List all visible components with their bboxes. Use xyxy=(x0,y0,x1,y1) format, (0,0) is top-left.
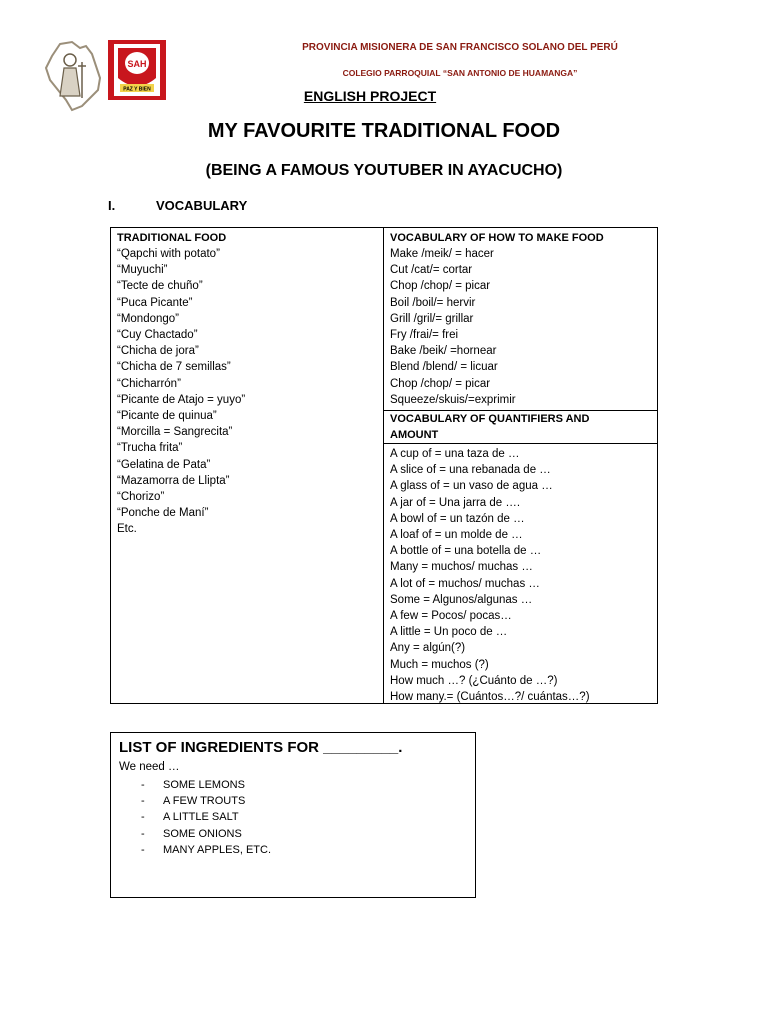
quantifier-item: A jar of = Una jarra de …. xyxy=(390,496,521,509)
howto-item: Make /meik/ = hacer xyxy=(390,248,494,260)
ingredient-text: MANY APPLES, ETC. xyxy=(163,843,272,856)
ingredient-item xyxy=(119,842,467,858)
ingredient-item xyxy=(119,777,467,793)
howto-item: Bake /beik/ =hornear xyxy=(390,345,497,358)
ingredient-text: A LITTLE SALT xyxy=(163,811,239,824)
project-heading: ENGLISH PROJECT xyxy=(303,88,437,104)
food-item: “Muyuchi” xyxy=(117,264,168,277)
ingredient-item xyxy=(119,809,467,825)
quantifier-item: Any = algún(?) xyxy=(390,642,466,655)
food-item: Etc. xyxy=(117,523,137,536)
quantifiers-header xyxy=(384,411,657,444)
howto-item: Blend /blend/ = licuar xyxy=(390,361,498,374)
logo-monogram: SAH xyxy=(127,59,147,69)
food-item: “Picante de quinua” xyxy=(117,410,217,423)
howto-item: Fry /frai/= frei xyxy=(390,329,459,342)
vocabulary-column xyxy=(384,228,657,703)
howto-list xyxy=(390,246,651,408)
ingredients-intro: We need … xyxy=(119,761,180,773)
ingredient-text: SOME LEMONS xyxy=(163,779,245,791)
ingredient-text: A FEW TROUTS xyxy=(163,795,246,808)
ingredients-box xyxy=(110,732,476,898)
quantifiers-list xyxy=(390,446,651,705)
list-dash: - xyxy=(141,843,145,856)
list-dash: - xyxy=(141,827,145,840)
quantifier-item: A cup of = una taza de … xyxy=(390,448,520,461)
howto-item: Grill /gril/= grillar xyxy=(390,312,474,325)
page-subtitle: (BEING A FAMOUS YOUTUBER IN AYACUCHO) xyxy=(205,162,563,179)
food-item: “Mazamorra de Llipta” xyxy=(117,474,230,487)
province-heading: PROVINCIA MISIONERA DE SAN FRANCISCO SOLANO DEL PERÚ xyxy=(302,42,618,53)
food-item: “Cuy Chactado” xyxy=(117,329,198,342)
quantifier-item: A loaf of = un molde de … xyxy=(390,529,523,542)
howto-item: Squeeze/skuis/=exprimir xyxy=(390,393,516,406)
howto-header: VOCABULARY OF HOW TO MAKE FOOD xyxy=(390,232,604,244)
food-item: “Tecte de chuño” xyxy=(117,280,203,293)
logo-motto: PAZ Y BIEN xyxy=(123,86,151,93)
list-dash: - xyxy=(141,779,145,791)
list-dash: - xyxy=(141,795,145,808)
ingredients-title: LIST OF INGREDIENTS FOR _________. xyxy=(119,739,403,756)
food-item: “Trucha frita” xyxy=(117,442,183,455)
quantifier-item: A slice of = una rebanada de … xyxy=(390,464,551,477)
food-item: “Mondongo” xyxy=(117,312,180,325)
ingredients-list xyxy=(119,777,467,858)
peru-map-saint-logo xyxy=(42,40,104,112)
food-list xyxy=(117,246,377,538)
quantifier-item: How many.= (Cuántos…?/ cuántas…?) xyxy=(390,691,590,704)
howto-item: Cut /cat/= cortar xyxy=(390,264,473,277)
food-item: “Gelatina de Pata” xyxy=(117,458,211,471)
howto-item: Chop /chop/ = picar xyxy=(390,377,491,390)
school-heading: COLEGIO PARROQUIAL “SAN ANTONIO DE HUAMANGA” xyxy=(342,68,578,78)
section-title: VOCABULARY xyxy=(156,198,248,213)
howto-item: Boil /boil/= hervir xyxy=(390,296,476,309)
ingredient-item xyxy=(119,793,467,809)
quantifier-item: How much …? (¿Cuánto de …?) xyxy=(390,674,558,687)
quantifier-item: Many = muchos/ muchas … xyxy=(390,561,533,574)
quantifier-item: Some = Algunos/algunas … xyxy=(390,593,533,606)
quantifiers-section xyxy=(384,444,657,707)
food-item: “Ponche de Maní” xyxy=(117,507,209,520)
food-item: “Morcilla = Sangrecita” xyxy=(117,426,233,439)
howto-item: Chop /chop/ = picar xyxy=(390,280,491,293)
food-item: “Qapchi with potato” xyxy=(117,248,220,260)
vocabulary-table xyxy=(110,227,658,704)
page-title: MY FAVOURITE TRADITIONAL FOOD xyxy=(207,120,561,142)
section-number: I. xyxy=(108,198,116,213)
quantifier-item: A little = Un poco de … xyxy=(390,626,508,639)
howto-section xyxy=(384,228,657,411)
food-item: “Chicha de 7 semillas” xyxy=(117,361,231,374)
traditional-food-column xyxy=(111,228,384,703)
food-item: “Chicharrón” xyxy=(117,377,181,390)
food-item: “Chicha de jora” xyxy=(117,345,199,358)
ingredient-text: SOME ONIONS xyxy=(163,827,242,840)
quantifier-item: A few = Pocos/ pocas… xyxy=(390,610,512,623)
ingredient-item xyxy=(119,826,467,842)
quantifier-item: A glass of = un vaso de agua … xyxy=(390,480,553,493)
school-shield-logo xyxy=(106,38,168,102)
quantifier-item: Much = muchos (?) xyxy=(390,658,489,671)
list-dash: - xyxy=(141,811,145,824)
food-item: “Puca Picante” xyxy=(117,296,193,309)
quantifier-item: A bottle of = una botella de … xyxy=(390,545,542,558)
quantifiers-header-line2: AMOUNT xyxy=(390,429,439,442)
quantifiers-header-line1: VOCABULARY OF QUANTIFIERS AND xyxy=(390,413,590,426)
traditional-food-header: TRADITIONAL FOOD xyxy=(117,232,227,244)
quantifier-item: A bowl of = un tazón de … xyxy=(390,512,525,525)
quantifier-item: A lot of = muchos/ muchas … xyxy=(390,577,540,590)
food-item: “Picante de Atajo = yuyo” xyxy=(117,393,246,406)
food-item: “Chorizo” xyxy=(117,491,165,504)
